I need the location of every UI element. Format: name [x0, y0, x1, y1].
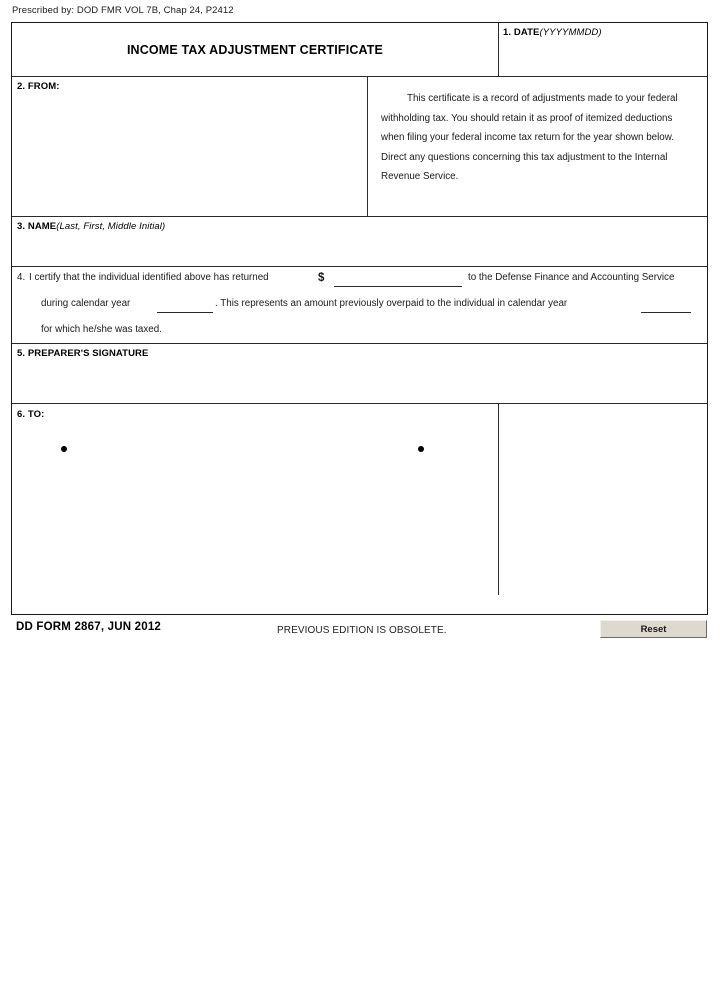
preparer-signature-name: PREPARER'S SIGNATURE — [27, 348, 149, 359]
from-field-label — [17, 81, 60, 92]
certification-text-5: for which he/she was taxed. — [41, 324, 162, 335]
certification-number: 4. — [17, 272, 26, 283]
currency-symbol: $ — [318, 272, 325, 284]
certification-line-2 — [12, 298, 707, 324]
bullet-point-icon — [418, 446, 424, 452]
preparer-signature-label — [17, 348, 148, 359]
certification-text-2: to the Defense Finance and Accounting Service — [468, 272, 675, 283]
notice-cell — [367, 77, 707, 216]
form-number: DD FORM 2867, JUN 2012 — [16, 621, 162, 633]
notice-paragraph: This certificate is a record of adjustments made to your federal withholding tax. You should retain it as proof of itemized deductions when filing your federal income tax return for the year shown below. Direct any questions concerning this tax adjustment to the Internal Revenue Service. — [381, 93, 678, 182]
certification-text-3: during calendar year — [41, 298, 131, 309]
name-field-label — [17, 221, 165, 232]
form-row-from-notice — [12, 77, 707, 217]
from-field-number: 2. — [17, 81, 28, 92]
to-field-name: TO: — [27, 409, 45, 420]
title-cell — [12, 23, 498, 76]
form-row-title-date — [12, 23, 707, 77]
amount-input-blank[interactable] — [334, 273, 462, 287]
form-row-certification — [12, 267, 707, 344]
date-field-cell[interactable] — [498, 23, 707, 76]
page-title: INCOME TAX ADJUSTMENT CERTIFICATE — [126, 42, 384, 57]
date-field-label — [503, 27, 602, 38]
bullet-point-icon — [61, 446, 67, 452]
form-row-name[interactable] — [12, 217, 707, 267]
certification-line-1 — [12, 272, 707, 298]
name-format-hint: (Last, First, Middle Initial) — [56, 221, 166, 232]
certification-text-4: . This represents an amount previously overpaid to the individual in calendar year — [215, 298, 568, 309]
preparer-signature-number: 5. — [17, 348, 28, 359]
prescribed-by-line: Prescribed by: DOD FMR VOL 7B, Chap 24, P2412 — [12, 5, 234, 16]
obsolete-notice: PREVIOUS EDITION IS OBSOLETE. — [277, 625, 447, 636]
year-returned-input-blank[interactable] — [157, 299, 213, 313]
form-body — [11, 22, 708, 615]
from-field-cell[interactable] — [12, 77, 367, 216]
from-field-name: FROM: — [27, 81, 60, 92]
to-field-cell[interactable] — [12, 404, 498, 595]
date-field-name: DATE — [513, 27, 540, 38]
name-field-number: 3. — [17, 221, 28, 232]
to-right-cell[interactable] — [498, 404, 707, 595]
to-field-number: 6. — [17, 409, 28, 420]
year-overpaid-input-blank[interactable] — [641, 299, 691, 313]
to-field-label — [17, 409, 44, 420]
name-field-name: NAME — [27, 221, 57, 232]
form-row-to — [12, 404, 707, 595]
reset-button[interactable]: Reset — [600, 620, 707, 638]
date-field-number: 1. — [503, 27, 514, 38]
date-format-hint: (YYYYMMDD) — [539, 27, 602, 38]
certification-text-1: I certify that the individual identified above has returned — [29, 272, 269, 283]
form-row-preparer-signature[interactable] — [12, 344, 707, 404]
